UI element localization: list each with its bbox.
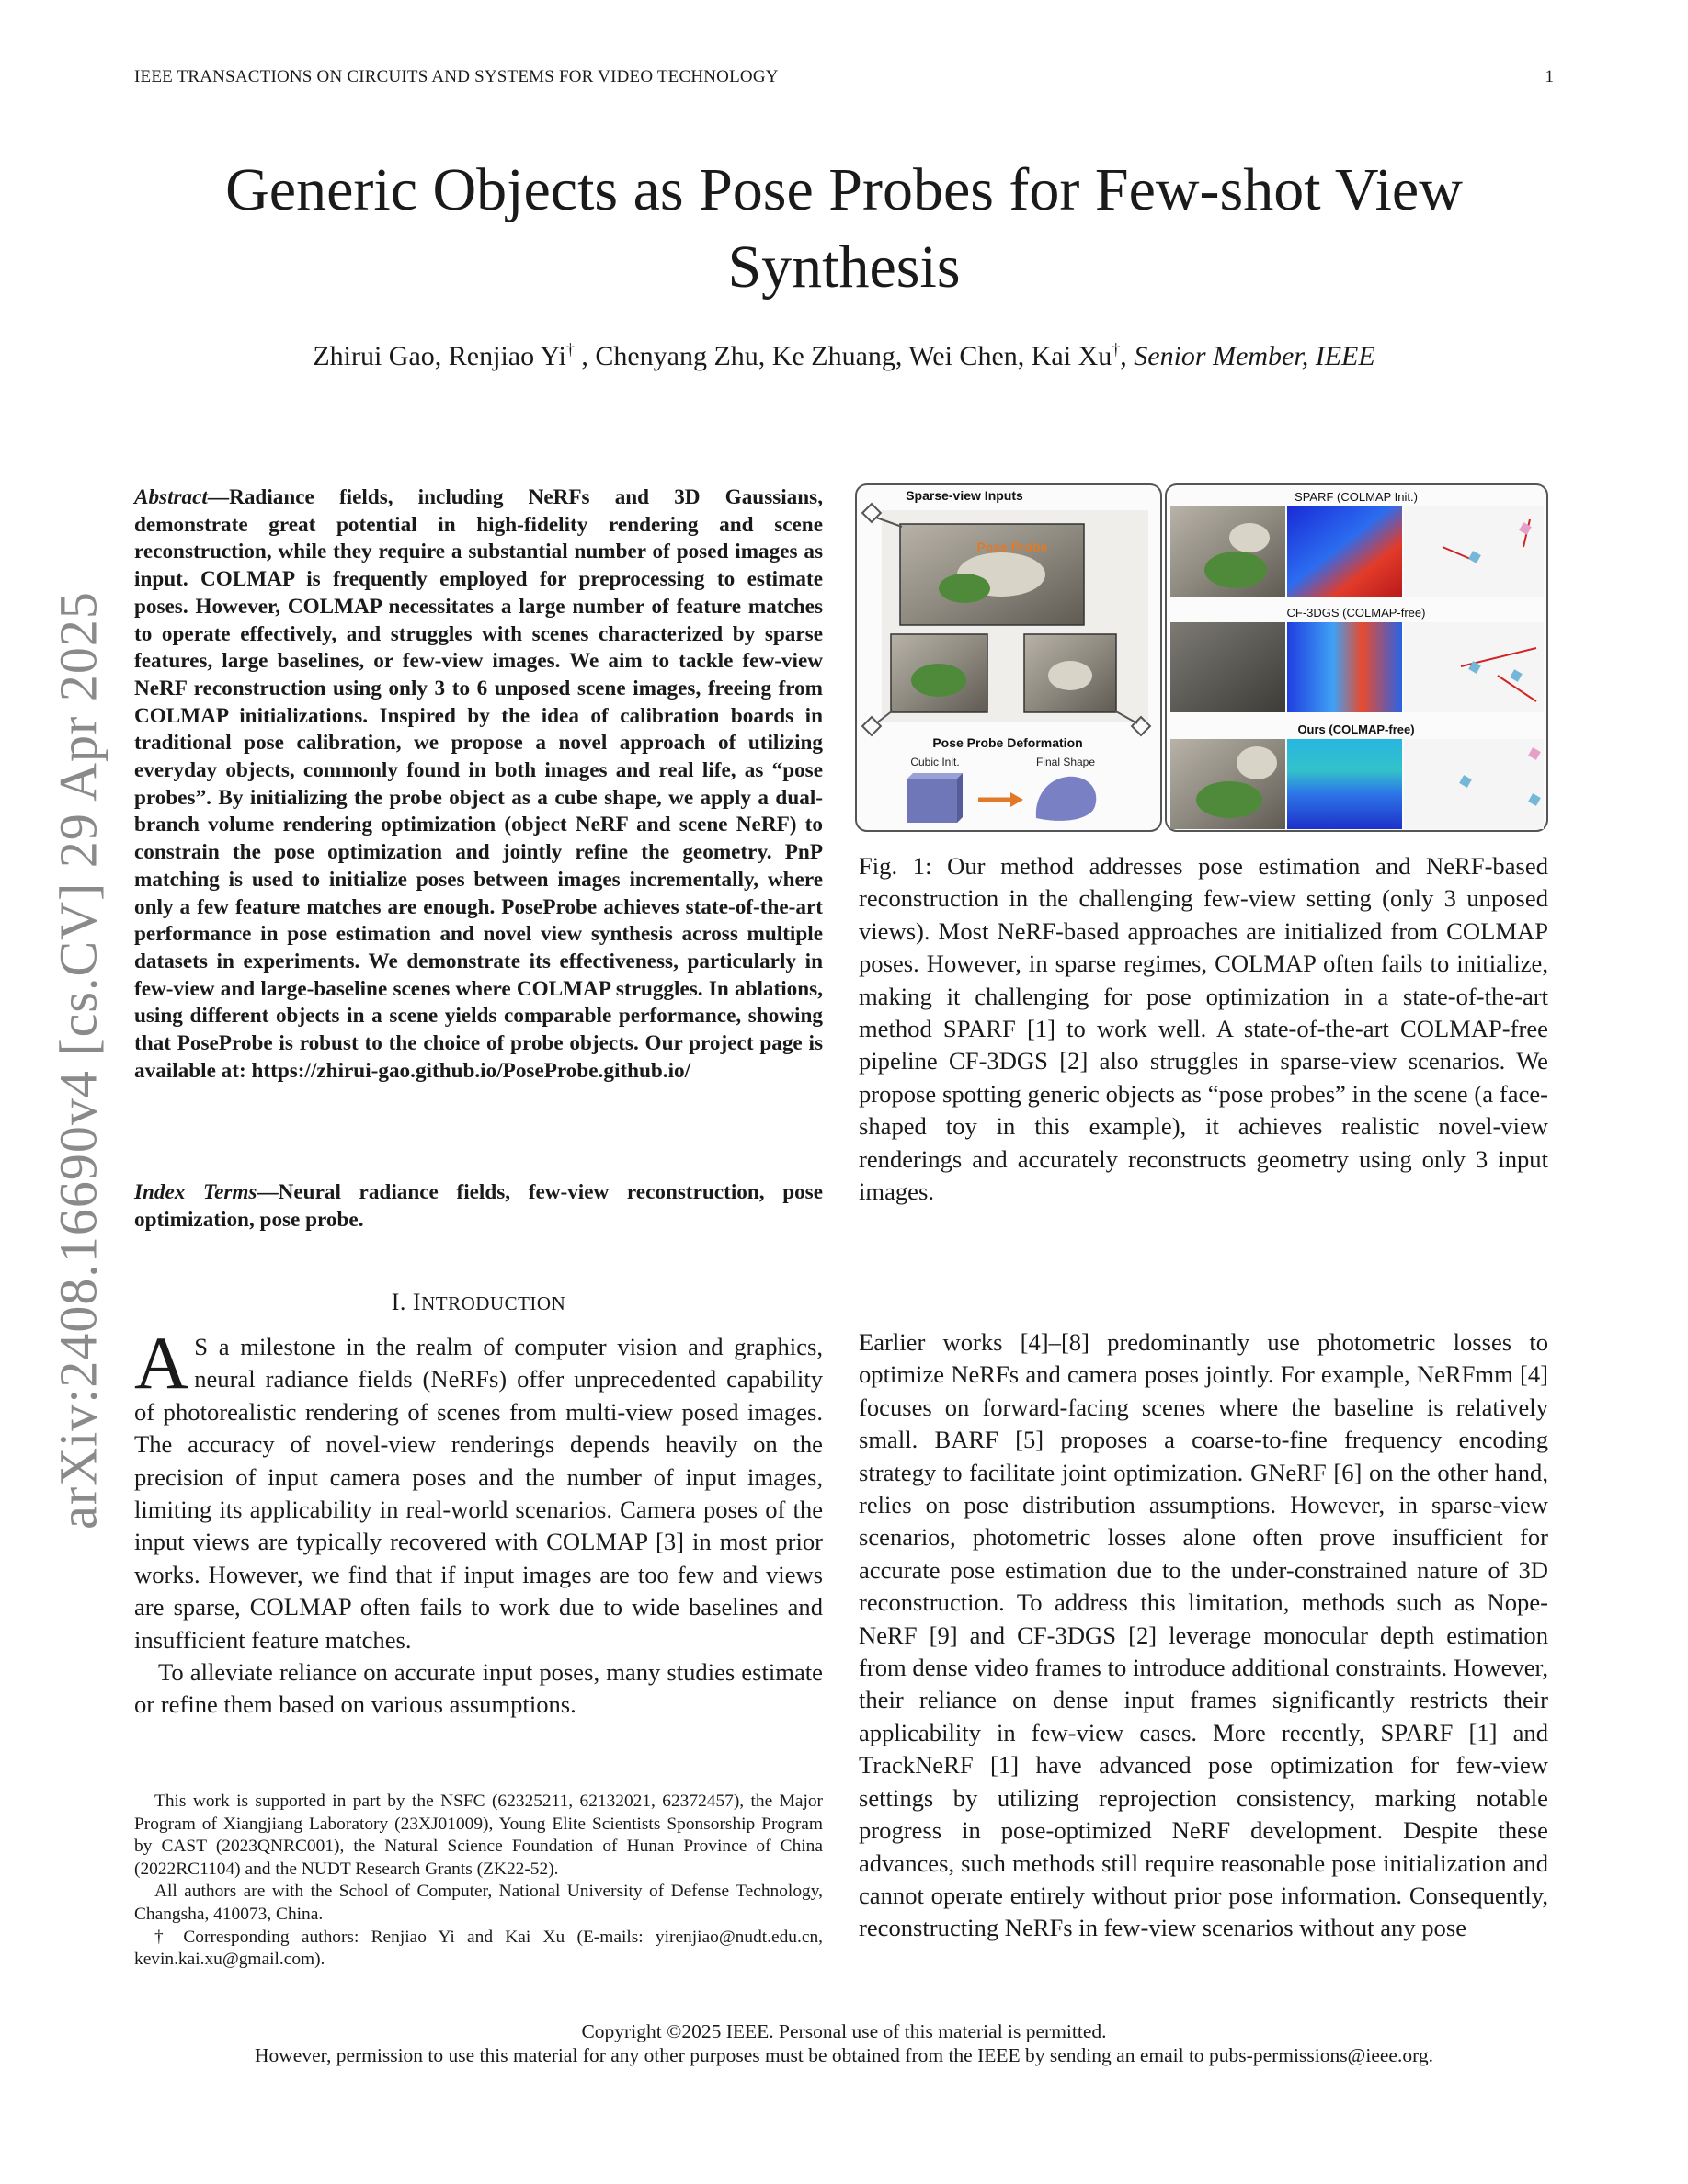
cubic-init-shape: [907, 779, 957, 823]
authors-part-3: ,: [1120, 341, 1135, 371]
authors-part-1: Zhirui Gao, Renjiao Yi: [313, 341, 566, 371]
author-list: [110, 340, 1578, 372]
authors-part-2: , Chenyang Zhu, Ke Zhuang, Wei Chen, Kai Xu: [574, 341, 1112, 371]
cubic-init-label: Cubic Init.: [910, 756, 960, 768]
copyright-notice: [0, 2019, 1688, 2067]
sparf-depth: [1287, 506, 1402, 597]
copyright-line-1: Copyright ©2025 IEEE. Personal use of this material is permitted.: [581, 2020, 1107, 2042]
cf3dgs-render: [1170, 622, 1285, 712]
deformation-title: Pose Probe Deformation: [932, 735, 1083, 750]
dagger-1: †: [565, 340, 575, 358]
intro-p1-text: S a milestone in the realm of computer vision and graphics, neural radiance fields (NeRFs) offer unprecedented capability of photorealistic rendering of scenes from multi-view posed images. The accuracy of novel-view renderings depends heavily on the precision of input camera poses and the number of input images, limiting its applicability in real-world scenarios. Camera poses of the input views are typically recovered with COLMAP [3] in most prior works. However, we find that if input images are too few and views are sparse, COLMAP often fails to work due to wide baselines and insufficient feature matches.: [134, 1333, 823, 1654]
section-rest: NTRODUCTION: [421, 1292, 566, 1314]
pose-probe-tag: Pose Probe: [976, 540, 1048, 554]
dagger-2: †: [1112, 340, 1121, 358]
abstract-text: —Radiance fields, including NeRFs and 3D Gaussians, demonstrate great potential in high-fidelity rendering and scene reconstruction, while they require a substantial number of posed images as input. COLMAP is frequently employed for preprocessing to estimate poses. However, COLMAP necessitates a large number of feature matches to operate effectively, and struggles with scenes characterized by sparse features, large baselines, or few-view images. We aim to tackle few-view NeRF reconstruction using only 3 to 6 unposed scene images, freeing from COLMAP initializations. Inspired by the idea of calibration boards in traditional pose calibration, we propose a novel approach of utilizing everyday objects, commonly found in both images and real life, as “pose probes”. By initializing the probe object as a cube shape, we apply a dual-branch volume rendering optimization (object NeRF and scene NeRF) to constrain the pose optimization and jointly refine the geometry. PnP matching is used to initialize poses between images incrementally, where only a few feature matches are enough. PoseProbe achieves state-of-the-art performance in pose estimation and novel view synthesis across multiple datasets in experiments. We demonstrate its effectiveness, particularly in few-view and large-baseline scenes where COLMAP struggles. In ablations, using different objects in a scene yields comparable performance, showing that PoseProbe is robust to the choice of probe objects. Our project page is available at: https://zhirui-gao.github.io/PoseProbe.github.io/: [134, 485, 823, 1083]
copyright-line-2: However, permission to use this material for any other purposes must be obtained from the IEEE by sending an email to pubs-permissions@ieee.org.: [255, 2044, 1433, 2066]
paper-title: Generic Objects as Pose Probes for Few-shot View Synthesis: [225, 156, 1463, 301]
row3-title: Ours (COLMAP-free): [1297, 722, 1415, 736]
footnote-funding: This work is supported in part by the NSFC (62325211, 62132021, 62372457), the Major Program of Xiangjiang Laboratory (23XJ01009), Young Elite Scientists Sponsorship Program by CAST (2023QNRC001), the Natural Science Foundation of Hunan Province of China (2022RC1104) and the NUDT Research Grants (ZK22-52).: [134, 1792, 823, 1879]
running-head: IEEE TRANSACTIONS ON CIRCUITS AND SYSTEMS FOR VIDEO TECHNOLOGY: [134, 67, 779, 86]
cf3dgs-depth: [1287, 622, 1402, 712]
drop-cap: A: [134, 1321, 189, 1405]
section-heading: [134, 1289, 823, 1316]
figure-1-graphic: [854, 483, 1549, 833]
index-terms: [134, 1179, 823, 1234]
introduction-text: [134, 1321, 823, 1722]
abstract-label: Abstract: [134, 485, 208, 509]
author-membership: Senior Member, IEEE: [1134, 341, 1375, 371]
ours-depth: [1287, 739, 1402, 829]
page-number: 1: [1545, 67, 1554, 86]
intro-paragraph-2: To alleviate reliance on accurate input poses, many studies estimate or refine them based on various assumptions.: [134, 1658, 823, 1719]
footnote-affiliation: All authors are with the School of Computer, National University of Defense Technology, Changsha, 410073, China.: [134, 1882, 823, 1924]
sparse-inputs-title: Sparse-view Inputs: [906, 488, 1023, 503]
footnotes: [134, 1791, 823, 1972]
intro-paragraph-1: [134, 1321, 823, 1656]
row1-title: SPARF (COLMAP Init.): [1295, 490, 1418, 504]
ours-poses: [1404, 739, 1544, 829]
figure-1-caption: Fig. 1: Our method addresses pose estimation and NeRF-based reconstruction in the challenging few-view setting (only 3 unposed views). Most NeRF-based approaches are initialized from COLMAP poses. However, in sparse regimes, COLMAP often fails to initialize, making it challenging for pose optimization in a state-of-the-art method SPARF [1] to work well. A state-of-the-art COLMAP-free pipeline CF-3DGS [2] also struggles in sparse-view scenarios. We propose spotting generic objects as “pose probes” in the scene (a face-shaped toy in this example), it achieves realistic novel-view renderings and accurately reconstructs geometry using only 3 input images.: [859, 852, 1548, 1206]
arxiv-stamp: arXiv:2408.16690v4 [cs.CV] 29 Apr 2025: [48, 591, 108, 1530]
index-terms-text: —Neural radiance fields, few-view reconstruction, pose optimization, pose probe.: [134, 1180, 823, 1232]
section-initial: I: [412, 1289, 422, 1315]
abstract: [134, 484, 823, 1085]
row2-title: CF-3DGS (COLMAP-free): [1286, 606, 1426, 620]
section-number: I.: [391, 1289, 413, 1315]
final-shape-label: Final Shape: [1035, 756, 1096, 768]
intro-continued: Earlier works [4]–[8] predominantly use photometric losses to optimize NeRFs and camera poses jointly. For example, NeRFmm [4] focuses on forward-facing scenes where the baseline is relatively small. BARF [5] proposes a coarse-to-fine frequency encoding strategy to facilitate joint optimization. GNeRF [6] on the other hand, relies on pose distribution assumptions. However, in sparse-view scenarios, photometric losses alone often prove insufficient for accurate pose estimation due to the under-constrained nature of 3D reconstruction. To address this limitation, methods such as Nope-NeRF [9] and CF-3DGS [2] leverage monocular depth estimation from dense video frames to introduce additional constraints. However, their reliance on dense input frames significantly restricts their applicability in few-view cases. More recently, SPARF [1] and TrackNeRF [1] have advanced pose optimization for few-view settings by utilizing reprojection consistency, marking notable progress in pose-optimized NeRF development. Despite these advances, such methods still require reasonable pose initialization and cannot operate entirely without prior pose information. Consequently, reconstructing NeRFs in few-view scenarios without any pose: [859, 1328, 1548, 1942]
figure-1: [854, 483, 1549, 833]
index-terms-label: Index Terms: [134, 1180, 257, 1204]
footnote-corresponding: † Corresponding authors: Renjiao Yi and Kai Xu (E-mails: yirenjiao@nudt.edu.cn, kevin.kai.xu@gmail.com).: [134, 1927, 823, 1970]
